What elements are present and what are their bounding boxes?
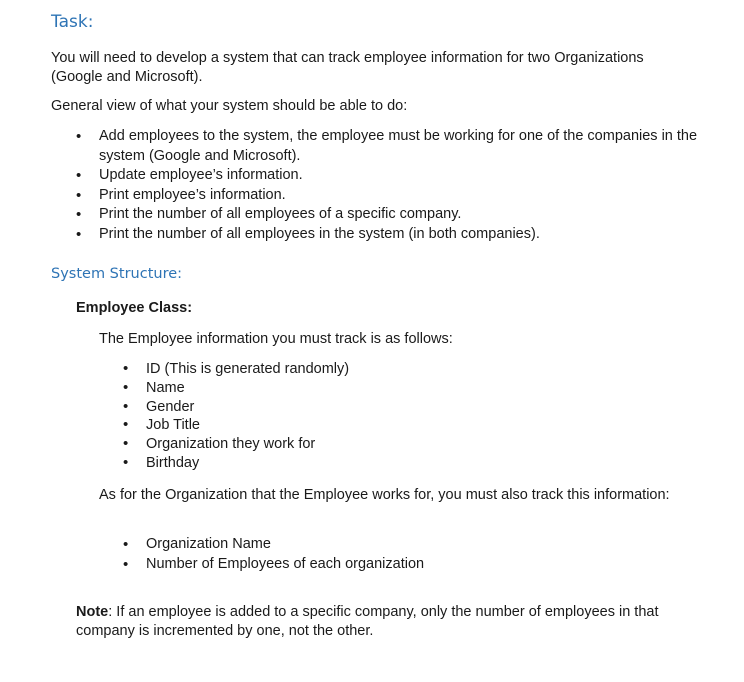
list-item: • Gender [146, 398, 706, 417]
general-view-text: General view of what your system should be able to do: [51, 98, 408, 114]
note-text: : If an employee is added to a specific company, only the number of employees in that company is incremented by one, not the other. [76, 604, 659, 639]
list-item: • Organization they work for [146, 435, 706, 454]
list-item: • Number of Employees of each organization [146, 555, 706, 575]
list-item: • ID (This is generated randomly) [146, 360, 706, 379]
employee-fields-list [146, 360, 706, 473]
note-label: Note [76, 604, 109, 620]
system-structure-heading: System Structure: [51, 266, 183, 282]
list-item: • Name [146, 379, 706, 398]
list-item: • Job Title [146, 416, 706, 435]
note-paragraph [76, 603, 696, 640]
task-heading: Task: [51, 12, 94, 32]
task-requirements-list [99, 127, 699, 244]
organization-info-intro: As for the Organization that the Employee works for, you must also track this information: [99, 487, 670, 503]
task-intro: You will need to develop a system that can track employee information for two Organizations (Google and Microsoft). [51, 50, 644, 85]
employee-class-title: Employee Class: [76, 300, 193, 316]
list-item: • Add employees to the system, the employee must be working for one of the companies in the system (Google and Microsoft). [99, 127, 699, 166]
list-item: • Print the number of all employees of a specific company. [99, 205, 699, 225]
list-item: • Update employee’s information. [99, 166, 699, 186]
list-item: • Organization Name [146, 535, 706, 555]
organization-fields-list [146, 535, 706, 574]
list-item: • Birthday [146, 454, 706, 473]
list-item: • Print employee’s information. [99, 186, 699, 206]
list-item: • Print the number of all employees in the system (in both companies). [99, 225, 699, 245]
employee-info-intro: The Employee information you must track is as follows: [99, 331, 453, 347]
